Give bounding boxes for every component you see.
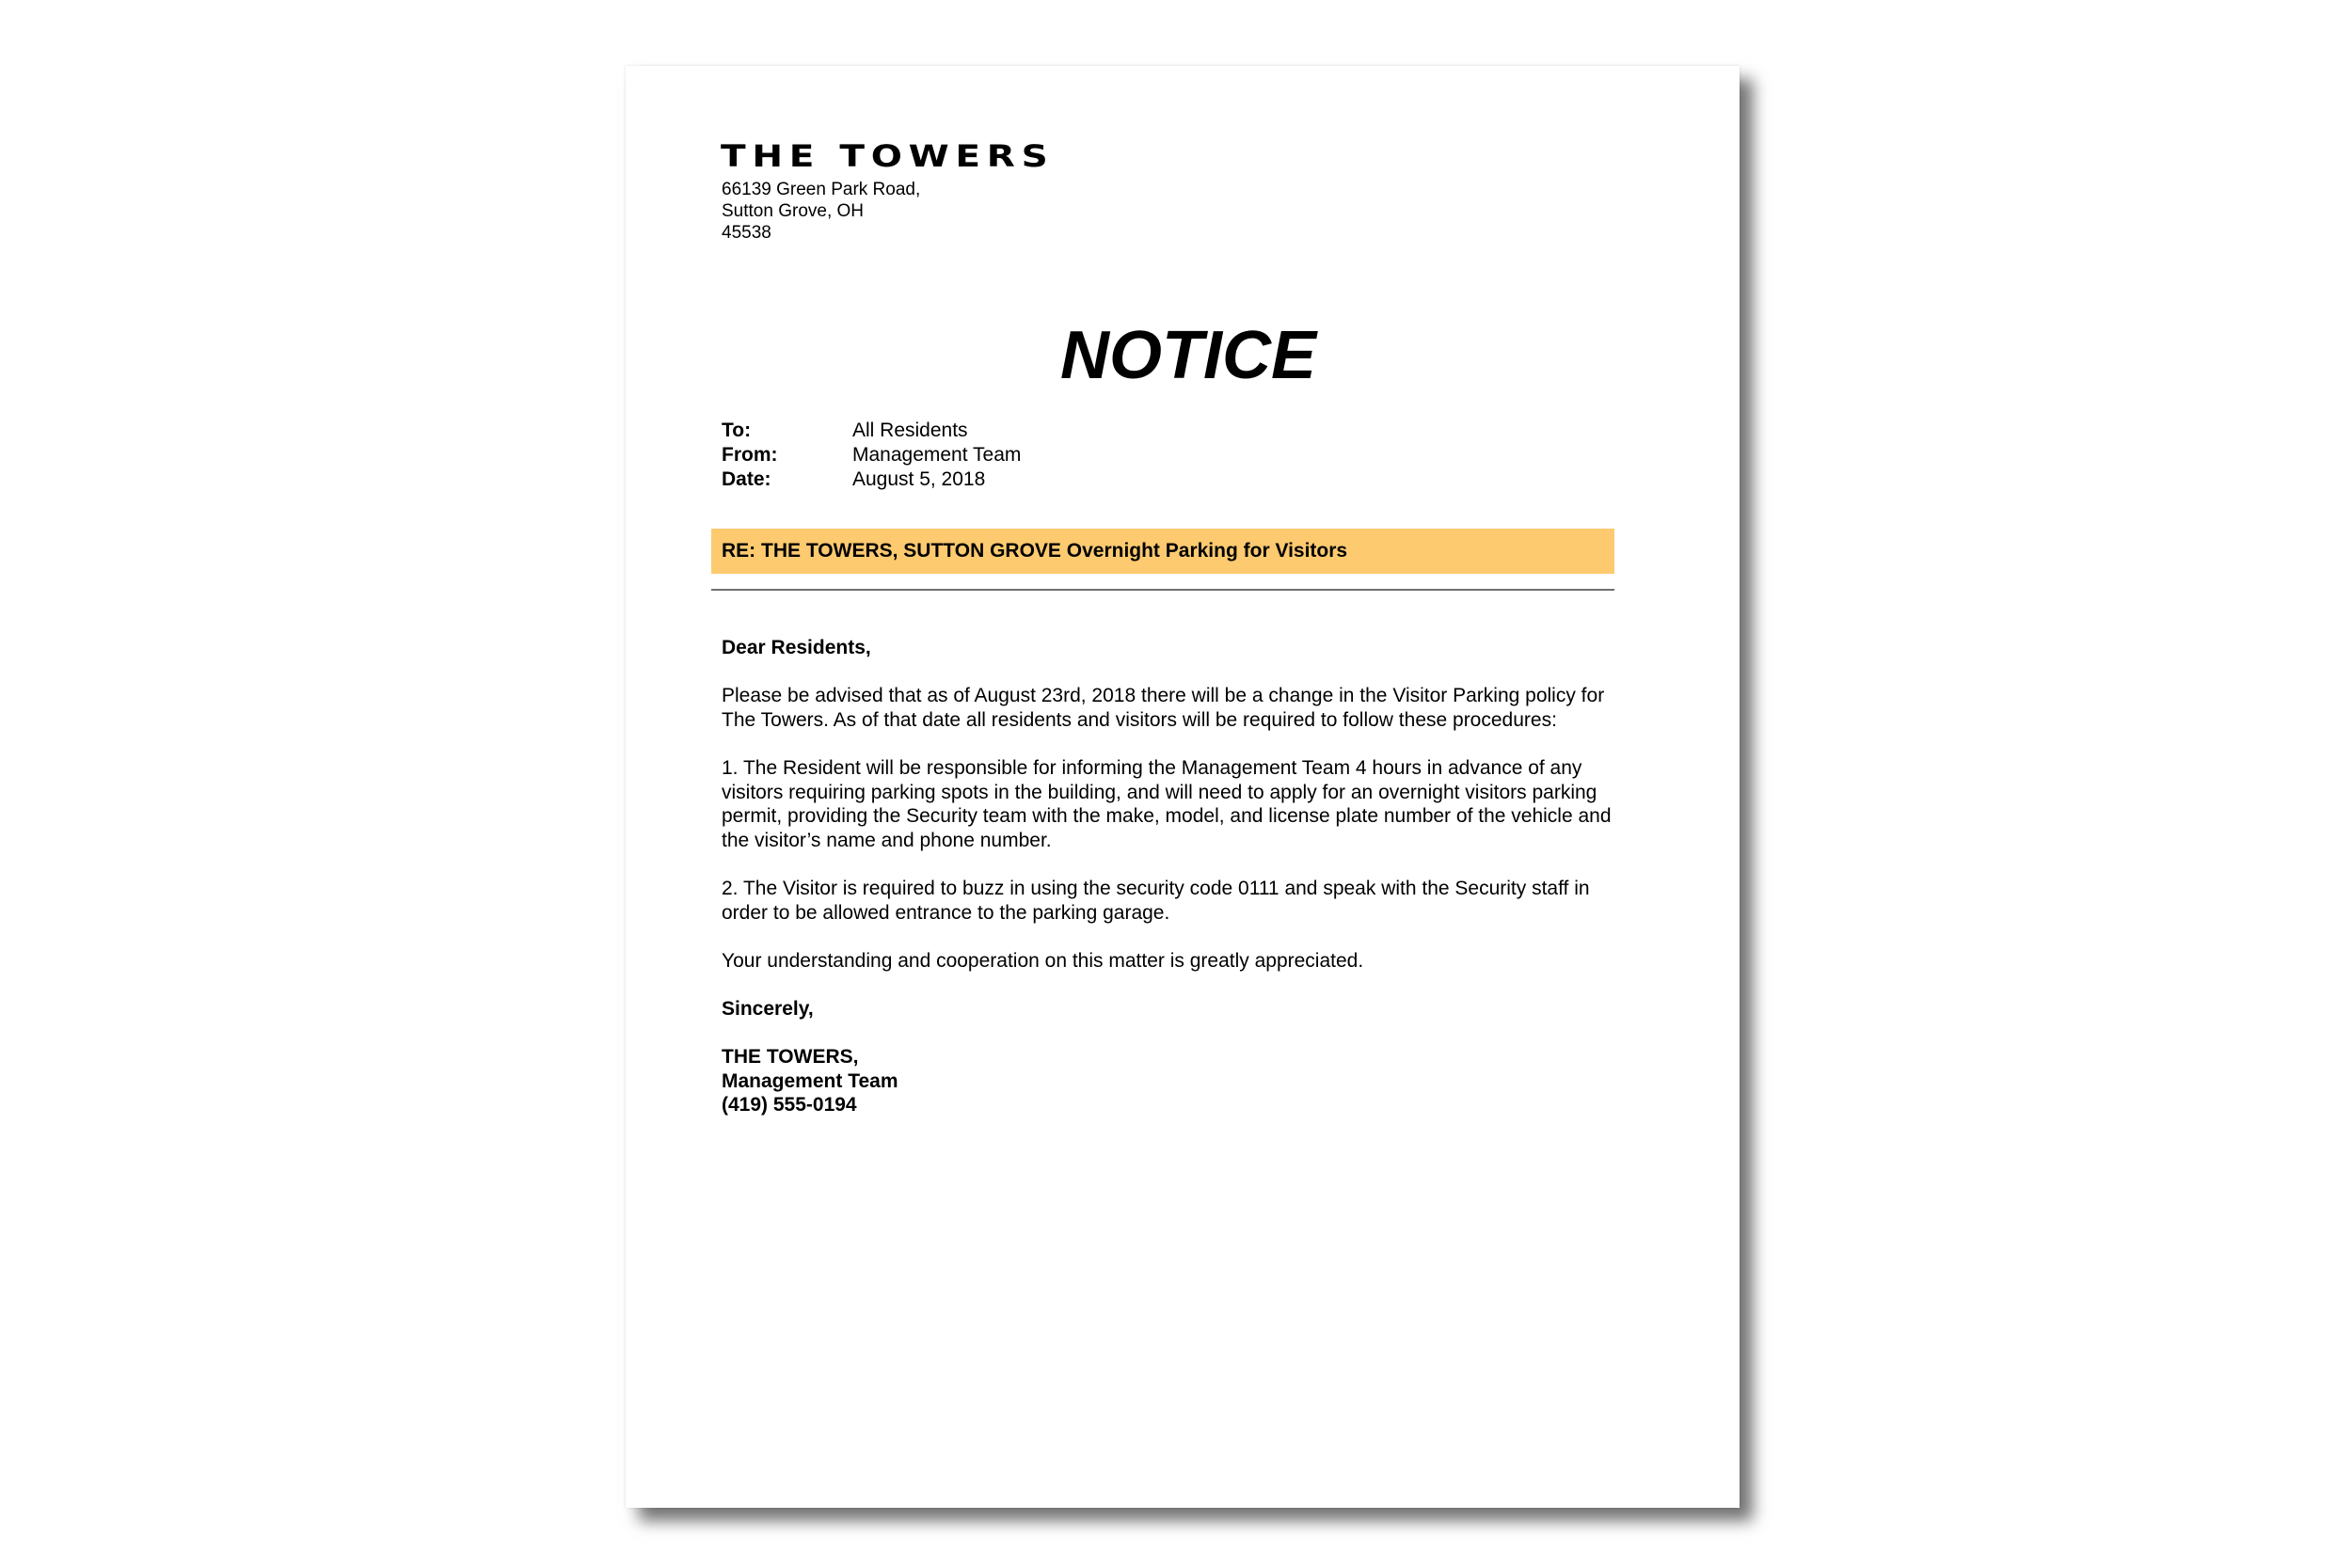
address-line: 66139 Green Park Road,	[722, 180, 921, 199]
divider	[711, 589, 1614, 591]
signature-line: Management Team	[722, 1069, 898, 1092]
closing: Sincerely,	[722, 997, 814, 1020]
body-paragraph: Please be advised that as of August 23rd, 2018 there will be a change in the Visitor Parking policy for The Towers. As of that date all residents and visitors will be required to follow these procedures:	[722, 685, 1605, 731]
signature-line: (419) 555-0194	[722, 1094, 857, 1117]
memo-header	[722, 419, 1021, 492]
address-line: Sutton Grove, OH	[722, 201, 865, 221]
greeting: Dear Residents,	[722, 637, 871, 658]
notice-page	[626, 66, 1740, 1508]
memo-date-row	[722, 467, 1021, 492]
notice-title: NOTICE	[1059, 318, 1316, 393]
memo-from-value: Management Team	[852, 444, 1022, 466]
memo-date-label: Date:	[722, 468, 771, 490]
memo-to-value: All Residents	[852, 420, 968, 441]
memo-to-row	[722, 419, 1021, 443]
body-paragraph: 2. The Visitor is required to buzz in using the security code 0111 and speak with the Security staff in order to be allowed entrance to the parking garage.	[722, 877, 1590, 924]
letterhead-logo: THE TOWERS	[721, 138, 1055, 174]
address-line: 45538	[722, 223, 771, 243]
letterhead-address	[722, 179, 920, 244]
memo-from-row	[722, 443, 1021, 467]
signature-line: THE TOWERS,	[722, 1046, 859, 1069]
body-paragraph: Your understanding and cooperation on this matter is greatly appreciated.	[722, 949, 1364, 972]
signature-block	[722, 1045, 1615, 1117]
subject-text: RE: THE TOWERS, SUTTON GROVE Overnight Parking for Visitors	[722, 540, 1348, 562]
body-paragraph: 1. The Resident will be responsible for informing the Management Team 4 hours in advance of any visitors requiring parking spots in the building, and will need to apply for an overnight visitors parking permit, providing the Security team with the make, model, and license plate number of the vehicle and the visitor’s name and phone number.	[722, 756, 1612, 851]
memo-from-label: From:	[722, 444, 778, 466]
subject-bar	[711, 529, 1614, 574]
memo-date-value: August 5, 2018	[852, 468, 986, 490]
letter-body	[722, 636, 1615, 1117]
memo-to-label: To:	[722, 420, 752, 441]
